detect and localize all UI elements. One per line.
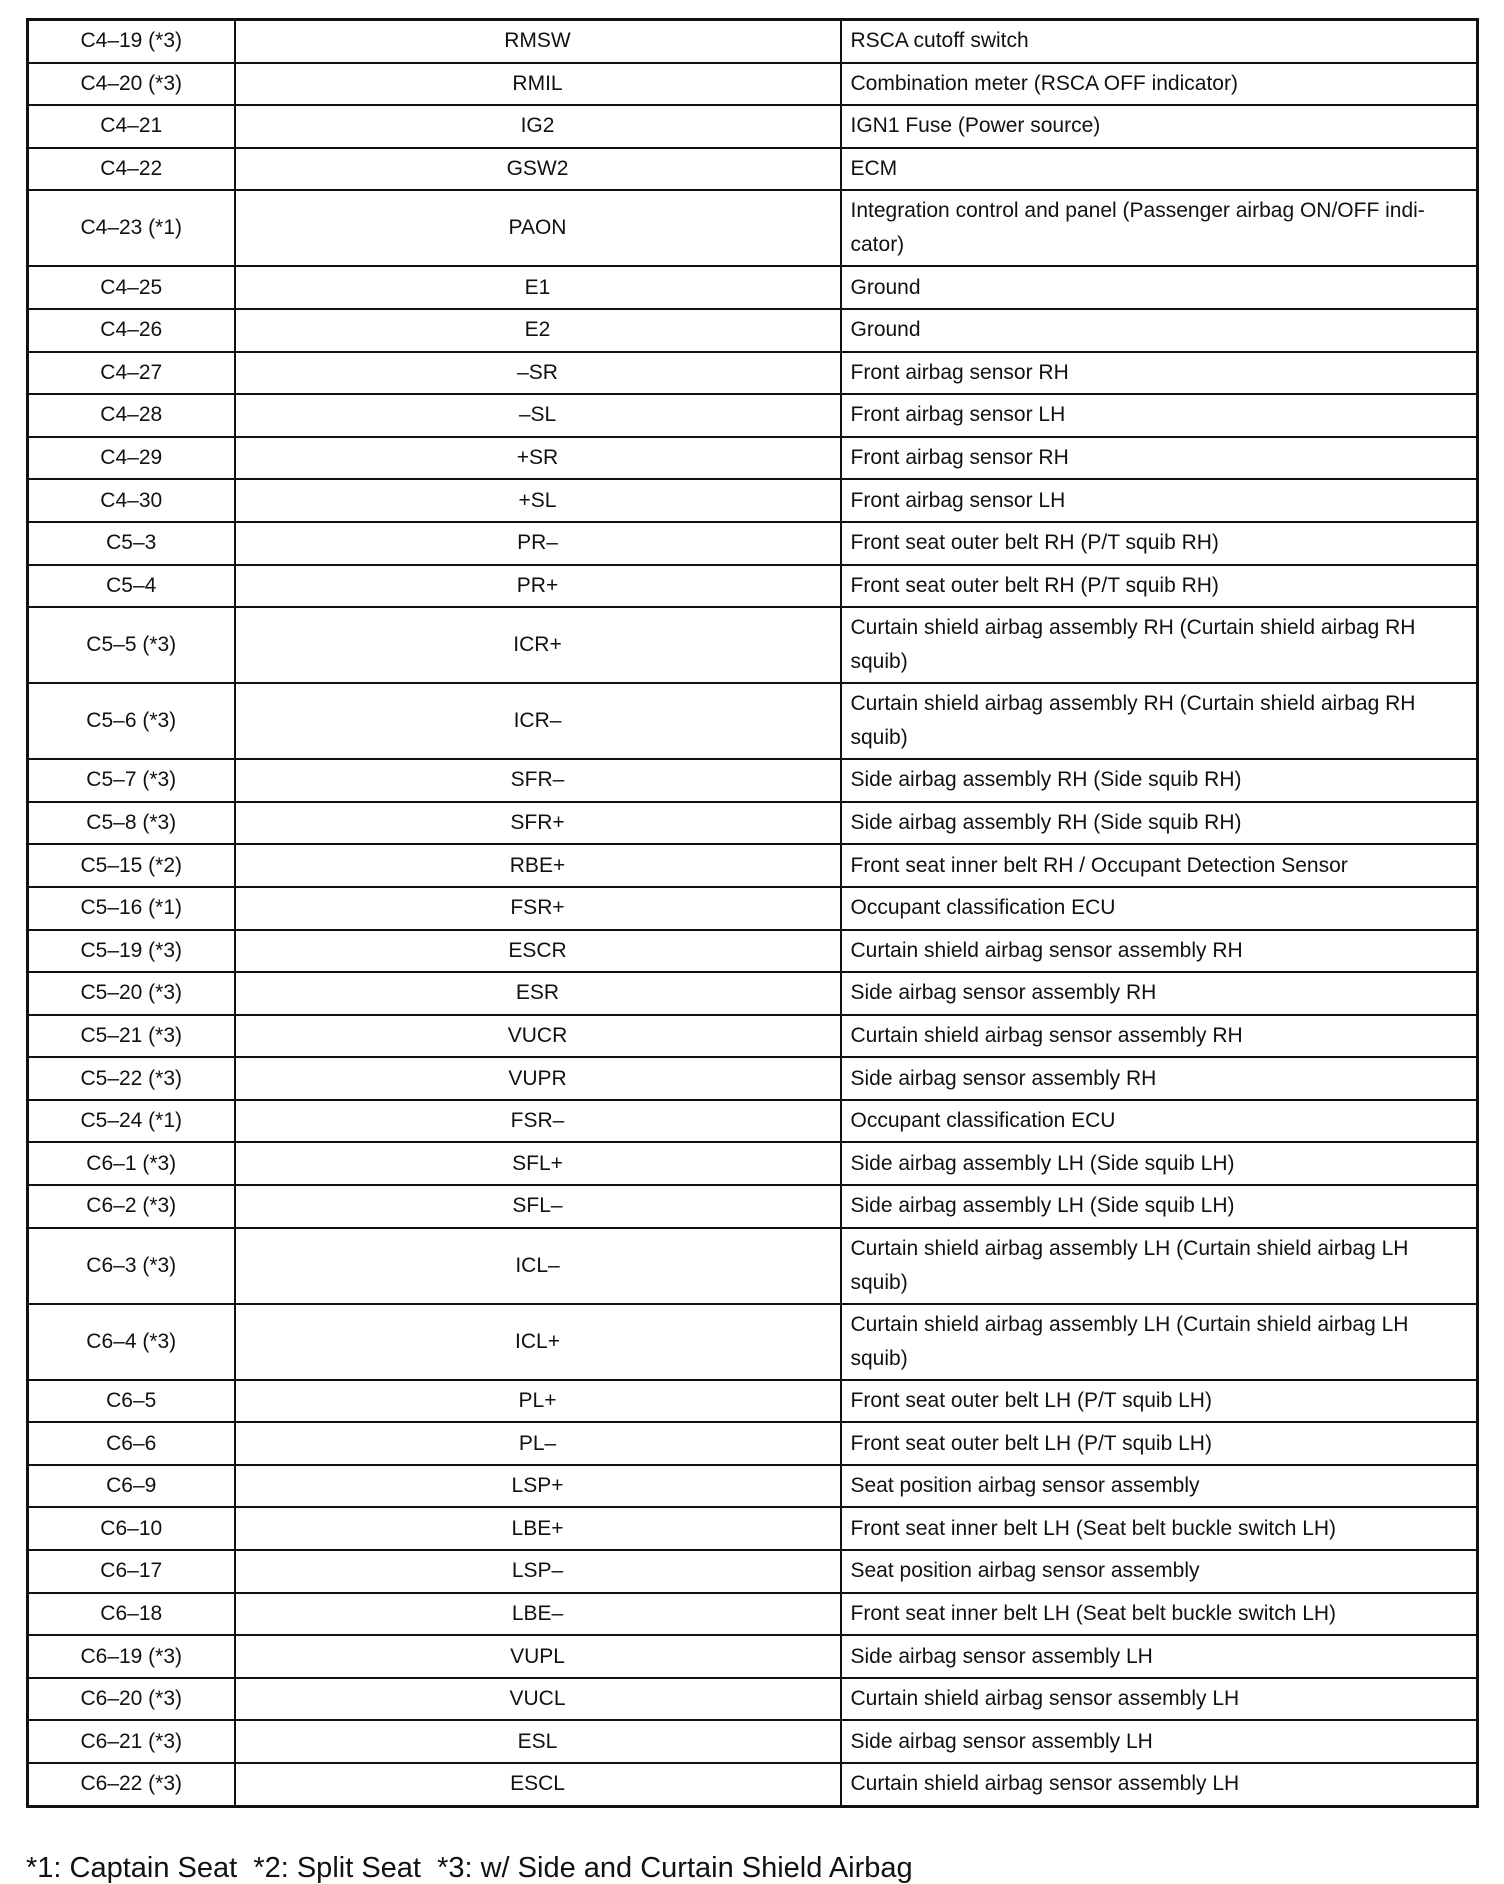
terminal-cell: C5–16 (*1) <box>28 887 235 930</box>
condition-cell: Front seat outer belt RH (P/T squib RH) <box>841 522 1478 565</box>
symbol-cell: IG2 <box>235 105 841 148</box>
terminal-cell: C6–19 (*3) <box>28 1635 235 1678</box>
condition-cell: Side airbag assembly RH (Side squib RH) <box>841 759 1478 802</box>
condition-cell: IGN1 Fuse (Power source) <box>841 105 1478 148</box>
condition-cell: Front seat outer belt LH (P/T squib LH) <box>841 1380 1478 1423</box>
condition-cell: ECM <box>841 148 1478 191</box>
table-row <box>28 1550 1478 1593</box>
terminal-cell: C6–9 <box>28 1465 235 1508</box>
symbol-cell: ICL+ <box>235 1304 841 1380</box>
symbol-cell: RMSW <box>235 20 841 63</box>
symbol-cell: VUPR <box>235 1057 841 1100</box>
condition-cell: Front seat inner belt LH (Seat belt buckle switch LH) <box>841 1593 1478 1636</box>
terminal-cell: C6–3 (*3) <box>28 1228 235 1304</box>
table-row <box>28 1100 1478 1143</box>
terminal-cell: C5–8 (*3) <box>28 802 235 845</box>
terminal-cell: C4–19 (*3) <box>28 20 235 63</box>
terminal-cell: C6–22 (*3) <box>28 1763 235 1806</box>
symbol-cell: SFR– <box>235 759 841 802</box>
condition-cell: Curtain shield airbag assembly RH (Curtain shield airbag RH squib) <box>841 683 1478 759</box>
terminal-cell: C5–24 (*1) <box>28 1100 235 1143</box>
table-row <box>28 1142 1478 1185</box>
condition-cell: Curtain shield airbag sensor assembly LH <box>841 1678 1478 1721</box>
table-row <box>28 479 1478 522</box>
condition-cell: Integration control and panel (Passenger airbag ON/OFF indi-cator) <box>841 190 1478 266</box>
table-row <box>28 1057 1478 1100</box>
symbol-cell: FSR– <box>235 1100 841 1143</box>
terminal-cell: C5–6 (*3) <box>28 683 235 759</box>
terminal-table <box>26 18 1479 1808</box>
condition-cell: Front airbag sensor RH <box>841 352 1478 395</box>
symbol-cell: SFR+ <box>235 802 841 845</box>
condition-cell: Curtain shield airbag assembly LH (Curtain shield airbag LH squib) <box>841 1304 1478 1380</box>
terminal-cell: C4–28 <box>28 394 235 437</box>
condition-cell: Side airbag sensor assembly LH <box>841 1635 1478 1678</box>
table-body <box>28 20 1478 1807</box>
symbol-cell: ESCL <box>235 1763 841 1806</box>
symbol-cell: VUCL <box>235 1678 841 1721</box>
symbol-cell: E2 <box>235 309 841 352</box>
terminal-cell: C6–18 <box>28 1593 235 1636</box>
terminal-cell: C4–20 (*3) <box>28 63 235 106</box>
table-row <box>28 1228 1478 1304</box>
condition-cell: Side airbag sensor assembly LH <box>841 1720 1478 1763</box>
symbol-cell: PL– <box>235 1422 841 1465</box>
symbol-cell: ICR+ <box>235 607 841 683</box>
terminal-cell: C4–26 <box>28 309 235 352</box>
terminal-cell: C5–5 (*3) <box>28 607 235 683</box>
condition-cell: Front airbag sensor RH <box>841 437 1478 480</box>
table-row <box>28 1720 1478 1763</box>
condition-cell: Front airbag sensor LH <box>841 394 1478 437</box>
table-row <box>28 1465 1478 1508</box>
table-row <box>28 437 1478 480</box>
symbol-cell: SFL+ <box>235 1142 841 1185</box>
terminal-cell: C5–22 (*3) <box>28 1057 235 1100</box>
terminal-cell: C4–27 <box>28 352 235 395</box>
footnote: *1: Captain Seat *2: Split Seat *3: w/ Side and Curtain Shield Airbag <box>26 1852 913 1884</box>
table-row <box>28 20 1478 63</box>
table-row <box>28 1763 1478 1806</box>
symbol-cell: E1 <box>235 266 841 309</box>
table-row <box>28 63 1478 106</box>
symbol-cell: ESR <box>235 972 841 1015</box>
symbol-cell: PAON <box>235 190 841 266</box>
terminal-cell: C5–20 (*3) <box>28 972 235 1015</box>
terminal-cell: C4–30 <box>28 479 235 522</box>
condition-cell: Seat position airbag sensor assembly <box>841 1465 1478 1508</box>
condition-cell: Seat position airbag sensor assembly <box>841 1550 1478 1593</box>
symbol-cell: PL+ <box>235 1380 841 1423</box>
table-row <box>28 1015 1478 1058</box>
table-row <box>28 394 1478 437</box>
symbol-cell: GSW2 <box>235 148 841 191</box>
symbol-cell: ESL <box>235 1720 841 1763</box>
condition-cell: Side airbag assembly LH (Side squib LH) <box>841 1185 1478 1228</box>
terminal-cell: C4–21 <box>28 105 235 148</box>
terminal-cell: C4–22 <box>28 148 235 191</box>
table-row <box>28 309 1478 352</box>
condition-cell: Side airbag assembly LH (Side squib LH) <box>841 1142 1478 1185</box>
table-row <box>28 1635 1478 1678</box>
condition-cell: Front seat outer belt RH (P/T squib RH) <box>841 565 1478 608</box>
terminal-cell: C5–7 (*3) <box>28 759 235 802</box>
condition-cell: Occupant classification ECU <box>841 1100 1478 1143</box>
symbol-cell: PR– <box>235 522 841 565</box>
symbol-cell: LBE+ <box>235 1507 841 1550</box>
terminal-cell: C5–4 <box>28 565 235 608</box>
table-row <box>28 565 1478 608</box>
terminal-cell: C6–2 (*3) <box>28 1185 235 1228</box>
terminal-cell: C4–29 <box>28 437 235 480</box>
symbol-cell: +SR <box>235 437 841 480</box>
terminal-cell: C5–19 (*3) <box>28 930 235 973</box>
condition-cell: Curtain shield airbag assembly RH (Curtain shield airbag RH squib) <box>841 607 1478 683</box>
table-row <box>28 190 1478 266</box>
terminal-cell: C6–10 <box>28 1507 235 1550</box>
table-row <box>28 607 1478 683</box>
condition-cell: Front airbag sensor LH <box>841 479 1478 522</box>
condition-cell: Occupant classification ECU <box>841 887 1478 930</box>
symbol-cell: SFL– <box>235 1185 841 1228</box>
symbol-cell: RBE+ <box>235 844 841 887</box>
symbol-cell: +SL <box>235 479 841 522</box>
condition-cell: Curtain shield airbag sensor assembly LH <box>841 1763 1478 1806</box>
table-row <box>28 972 1478 1015</box>
condition-cell: Ground <box>841 266 1478 309</box>
terminal-cell: C5–3 <box>28 522 235 565</box>
terminal-cell: C5–15 (*2) <box>28 844 235 887</box>
symbol-cell: FSR+ <box>235 887 841 930</box>
table-row <box>28 1380 1478 1423</box>
table-row <box>28 522 1478 565</box>
condition-cell: Combination meter (RSCA OFF indicator) <box>841 63 1478 106</box>
symbol-cell: –SL <box>235 394 841 437</box>
table-row <box>28 887 1478 930</box>
condition-cell: Side airbag sensor assembly RH <box>841 972 1478 1015</box>
condition-cell: Side airbag sensor assembly RH <box>841 1057 1478 1100</box>
terminal-cell: C4–25 <box>28 266 235 309</box>
symbol-cell: ICL– <box>235 1228 841 1304</box>
terminal-cell: C4–23 (*1) <box>28 190 235 266</box>
table-row <box>28 1304 1478 1380</box>
table-row <box>28 930 1478 973</box>
condition-cell: Front seat inner belt LH (Seat belt buckle switch LH) <box>841 1507 1478 1550</box>
table-row <box>28 759 1478 802</box>
symbol-cell: RMIL <box>235 63 841 106</box>
table-row <box>28 105 1478 148</box>
symbol-cell: –SR <box>235 352 841 395</box>
table-row <box>28 683 1478 759</box>
table-row <box>28 802 1478 845</box>
terminal-cell: C6–20 (*3) <box>28 1678 235 1721</box>
table-row <box>28 352 1478 395</box>
symbol-cell: ICR– <box>235 683 841 759</box>
symbol-cell: LSP– <box>235 1550 841 1593</box>
terminal-cell: C6–21 (*3) <box>28 1720 235 1763</box>
table-row <box>28 844 1478 887</box>
table-row <box>28 1678 1478 1721</box>
table-row <box>28 1185 1478 1228</box>
condition-cell: Side airbag assembly RH (Side squib RH) <box>841 802 1478 845</box>
condition-cell: Curtain shield airbag sensor assembly RH <box>841 1015 1478 1058</box>
table-row <box>28 1507 1478 1550</box>
terminal-cell: C6–5 <box>28 1380 235 1423</box>
symbol-cell: VUPL <box>235 1635 841 1678</box>
symbol-cell: VUCR <box>235 1015 841 1058</box>
table-row <box>28 1593 1478 1636</box>
terminal-cell: C6–4 (*3) <box>28 1304 235 1380</box>
terminal-cell: C5–21 (*3) <box>28 1015 235 1058</box>
table-row <box>28 266 1478 309</box>
table-row <box>28 148 1478 191</box>
terminal-cell: C6–1 (*3) <box>28 1142 235 1185</box>
symbol-cell: PR+ <box>235 565 841 608</box>
condition-cell: Curtain shield airbag sensor assembly RH <box>841 930 1478 973</box>
symbol-cell: ESCR <box>235 930 841 973</box>
table-row <box>28 1422 1478 1465</box>
condition-cell: RSCA cutoff switch <box>841 20 1478 63</box>
symbol-cell: LSP+ <box>235 1465 841 1508</box>
condition-cell: Ground <box>841 309 1478 352</box>
condition-cell: Front seat inner belt RH / Occupant Detection Sensor <box>841 844 1478 887</box>
symbol-cell: LBE– <box>235 1593 841 1636</box>
terminal-cell: C6–6 <box>28 1422 235 1465</box>
condition-cell: Front seat outer belt LH (P/T squib LH) <box>841 1422 1478 1465</box>
condition-cell: Curtain shield airbag assembly LH (Curtain shield airbag LH squib) <box>841 1228 1478 1304</box>
terminal-cell: C6–17 <box>28 1550 235 1593</box>
